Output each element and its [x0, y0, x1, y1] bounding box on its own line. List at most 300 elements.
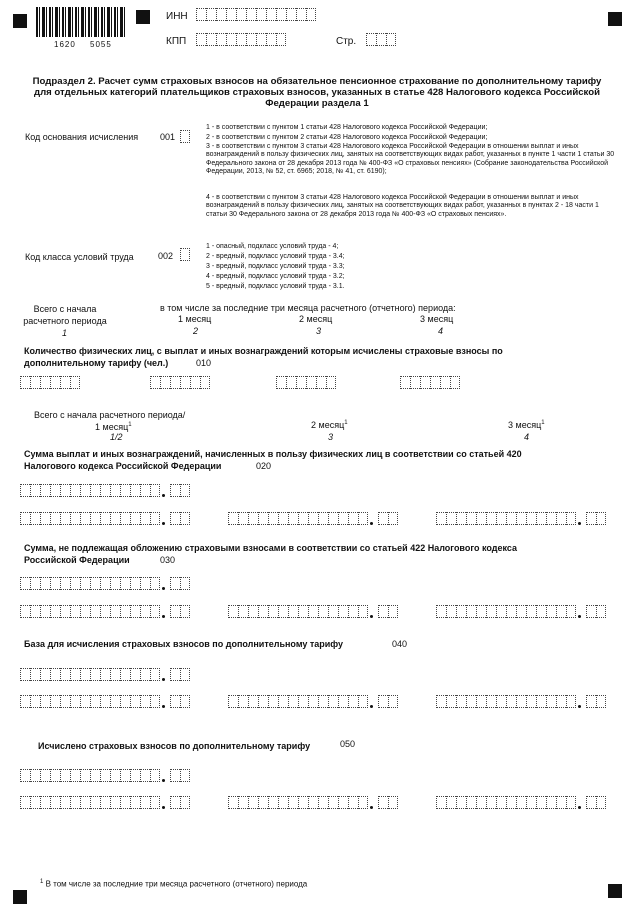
- digit-cell[interactable]: [50, 796, 60, 809]
- digit-cell[interactable]: [30, 512, 40, 525]
- digit-cell[interactable]: [160, 376, 170, 389]
- digit-cell[interactable]: [60, 512, 70, 525]
- digit-cell[interactable]: [90, 577, 100, 590]
- digit-cell[interactable]: [496, 512, 506, 525]
- digit-cell[interactable]: [476, 796, 486, 809]
- digit-cell[interactable]: [50, 695, 60, 708]
- inn-cells[interactable]: [196, 8, 316, 21]
- digit-cell[interactable]: [170, 484, 180, 497]
- digit-cell[interactable]: [140, 668, 150, 681]
- digit-cell[interactable]: [238, 796, 248, 809]
- digit-cell[interactable]: [436, 512, 446, 525]
- digit-cell[interactable]: [258, 605, 268, 618]
- digit-cell[interactable]: [348, 605, 358, 618]
- digit-cell[interactable]: [70, 668, 80, 681]
- digit-cell[interactable]: [226, 8, 236, 21]
- digit-cell[interactable]: [140, 796, 150, 809]
- line-030-month-2[interactable]: [228, 605, 368, 618]
- digit-cell[interactable]: [228, 512, 238, 525]
- digit-cell[interactable]: [246, 8, 256, 21]
- digit-cell[interactable]: [130, 512, 140, 525]
- digit-cell[interactable]: [526, 695, 536, 708]
- line-040-month-2-kop[interactable]: [378, 695, 398, 708]
- digit-cell[interactable]: [140, 769, 150, 782]
- digit-cell[interactable]: [586, 796, 596, 809]
- digit-cell[interactable]: [516, 695, 526, 708]
- digit-cell[interactable]: [338, 605, 348, 618]
- digit-cell[interactable]: [150, 695, 160, 708]
- digit-cell[interactable]: [298, 796, 308, 809]
- digit-cell[interactable]: [378, 605, 388, 618]
- digit-cell[interactable]: [358, 695, 368, 708]
- digit-cell[interactable]: [80, 484, 90, 497]
- digit-cell[interactable]: [256, 8, 266, 21]
- line-020-month-3-kop[interactable]: [586, 512, 606, 525]
- digit-cell[interactable]: [196, 8, 206, 21]
- digit-cell[interactable]: [586, 512, 596, 525]
- digit-cell[interactable]: [216, 8, 226, 21]
- digit-cell[interactable]: [30, 376, 40, 389]
- digit-cell[interactable]: [30, 577, 40, 590]
- digit-cell[interactable]: [30, 484, 40, 497]
- digit-cell[interactable]: [486, 695, 496, 708]
- digit-cell[interactable]: [328, 695, 338, 708]
- digit-cell[interactable]: [20, 484, 30, 497]
- digit-cell[interactable]: [110, 577, 120, 590]
- digit-cell[interactable]: [288, 605, 298, 618]
- digit-cell[interactable]: [110, 484, 120, 497]
- digit-cell[interactable]: [60, 695, 70, 708]
- digit-cell[interactable]: [410, 376, 420, 389]
- digit-cell[interactable]: [308, 796, 318, 809]
- line-030-month-3[interactable]: [436, 605, 576, 618]
- digit-cell[interactable]: [140, 484, 150, 497]
- digit-cell[interactable]: [150, 796, 160, 809]
- digit-cell[interactable]: [486, 796, 496, 809]
- digit-cell[interactable]: [256, 33, 266, 46]
- digit-cell[interactable]: [436, 605, 446, 618]
- digit-cell[interactable]: [130, 695, 140, 708]
- digit-cell[interactable]: [20, 796, 30, 809]
- line-020-month-2-kop[interactable]: [378, 512, 398, 525]
- digit-cell[interactable]: [566, 605, 576, 618]
- digit-cell[interactable]: [170, 577, 180, 590]
- digit-cell[interactable]: [238, 512, 248, 525]
- line-040-month-3-kop[interactable]: [586, 695, 606, 708]
- digit-cell[interactable]: [378, 796, 388, 809]
- digit-cell[interactable]: [318, 796, 328, 809]
- digit-cell[interactable]: [296, 8, 306, 21]
- digit-cell[interactable]: [180, 668, 190, 681]
- digit-cell[interactable]: [420, 376, 430, 389]
- line-040-month-1[interactable]: [20, 695, 160, 708]
- digit-cell[interactable]: [258, 512, 268, 525]
- digit-cell[interactable]: [378, 512, 388, 525]
- digit-cell[interactable]: [20, 512, 30, 525]
- digit-cell[interactable]: [40, 484, 50, 497]
- digit-cell[interactable]: [400, 376, 410, 389]
- digit-cell[interactable]: [546, 605, 556, 618]
- digit-cell[interactable]: [288, 512, 298, 525]
- digit-cell[interactable]: [170, 605, 180, 618]
- digit-cell[interactable]: [130, 668, 140, 681]
- digit-cell[interactable]: [466, 512, 476, 525]
- line-050-total[interactable]: [20, 769, 160, 782]
- digit-cell[interactable]: [60, 796, 70, 809]
- digit-cell[interactable]: [536, 796, 546, 809]
- digit-cell[interactable]: [326, 376, 336, 389]
- digit-cell[interactable]: [566, 695, 576, 708]
- line-040-total[interactable]: [20, 668, 160, 681]
- digit-cell[interactable]: [238, 695, 248, 708]
- digit-cell[interactable]: [50, 376, 60, 389]
- digit-cell[interactable]: [130, 605, 140, 618]
- digit-cell[interactable]: [90, 769, 100, 782]
- digit-cell[interactable]: [170, 668, 180, 681]
- digit-cell[interactable]: [440, 376, 450, 389]
- digit-cell[interactable]: [180, 796, 190, 809]
- digit-cell[interactable]: [50, 577, 60, 590]
- digit-cell[interactable]: [170, 512, 180, 525]
- line-040-month-2[interactable]: [228, 695, 368, 708]
- digit-cell[interactable]: [150, 512, 160, 525]
- digit-cell[interactable]: [110, 796, 120, 809]
- digit-cell[interactable]: [40, 796, 50, 809]
- digit-cell[interactable]: [266, 8, 276, 21]
- line-050-month-1-kop[interactable]: [170, 796, 190, 809]
- line-020-month-1-kop[interactable]: [170, 512, 190, 525]
- digit-cell[interactable]: [496, 796, 506, 809]
- line-050-month-3[interactable]: [436, 796, 576, 809]
- digit-cell[interactable]: [110, 512, 120, 525]
- digit-cell[interactable]: [388, 695, 398, 708]
- digit-cell[interactable]: [40, 376, 50, 389]
- digit-cell[interactable]: [596, 796, 606, 809]
- digit-cell[interactable]: [70, 605, 80, 618]
- digit-cell[interactable]: [150, 376, 160, 389]
- digit-cell[interactable]: [20, 605, 30, 618]
- digit-cell[interactable]: [100, 484, 110, 497]
- digit-cell[interactable]: [100, 796, 110, 809]
- digit-cell[interactable]: [180, 605, 190, 618]
- digit-cell[interactable]: [180, 484, 190, 497]
- digit-cell[interactable]: [40, 668, 50, 681]
- digit-cell[interactable]: [496, 605, 506, 618]
- work-class-cell[interactable]: [180, 248, 190, 261]
- digit-cell[interactable]: [318, 695, 328, 708]
- digit-cell[interactable]: [278, 695, 288, 708]
- digit-cell[interactable]: [80, 577, 90, 590]
- line-050-month-1[interactable]: [20, 796, 160, 809]
- digit-cell[interactable]: [130, 577, 140, 590]
- digit-cell[interactable]: [566, 796, 576, 809]
- digit-cell[interactable]: [110, 695, 120, 708]
- digit-cell[interactable]: [506, 796, 516, 809]
- digit-cell[interactable]: [30, 796, 40, 809]
- line-040-total-kop[interactable]: [170, 668, 190, 681]
- digit-cell[interactable]: [446, 695, 456, 708]
- digit-cell[interactable]: [150, 577, 160, 590]
- line-020-total[interactable]: [20, 484, 160, 497]
- line-020-month-1[interactable]: [20, 512, 160, 525]
- digit-cell[interactable]: [526, 605, 536, 618]
- digit-cell[interactable]: [228, 695, 238, 708]
- digit-cell[interactable]: [30, 695, 40, 708]
- digit-cell[interactable]: [120, 512, 130, 525]
- digit-cell[interactable]: [226, 33, 236, 46]
- digit-cell[interactable]: [536, 605, 546, 618]
- digit-cell[interactable]: [20, 376, 30, 389]
- digit-cell[interactable]: [286, 8, 296, 21]
- digit-cell[interactable]: [80, 695, 90, 708]
- digit-cell[interactable]: [170, 796, 180, 809]
- digit-cell[interactable]: [450, 376, 460, 389]
- digit-cell[interactable]: [70, 577, 80, 590]
- digit-cell[interactable]: [120, 668, 130, 681]
- digit-cell[interactable]: [50, 769, 60, 782]
- digit-cell[interactable]: [236, 33, 246, 46]
- digit-cell[interactable]: [246, 33, 256, 46]
- digit-cell[interactable]: [276, 8, 286, 21]
- line-030-month-1-kop[interactable]: [170, 605, 190, 618]
- digit-cell[interactable]: [268, 512, 278, 525]
- digit-cell[interactable]: [278, 796, 288, 809]
- digit-cell[interactable]: [388, 605, 398, 618]
- digit-cell[interactable]: [40, 605, 50, 618]
- digit-cell[interactable]: [308, 695, 318, 708]
- digit-cell[interactable]: [120, 605, 130, 618]
- digit-cell[interactable]: [80, 512, 90, 525]
- digit-cell[interactable]: [466, 695, 476, 708]
- digit-cell[interactable]: [306, 8, 316, 21]
- digit-cell[interactable]: [120, 769, 130, 782]
- digit-cell[interactable]: [596, 605, 606, 618]
- line-040-month-3[interactable]: [436, 695, 576, 708]
- line-030-month-1[interactable]: [20, 605, 160, 618]
- digit-cell[interactable]: [100, 577, 110, 590]
- digit-cell[interactable]: [140, 605, 150, 618]
- digit-cell[interactable]: [50, 512, 60, 525]
- digit-cell[interactable]: [376, 33, 386, 46]
- digit-cell[interactable]: [60, 769, 70, 782]
- digit-cell[interactable]: [456, 695, 466, 708]
- digit-cell[interactable]: [456, 512, 466, 525]
- digit-cell[interactable]: [596, 695, 606, 708]
- digit-cell[interactable]: [388, 512, 398, 525]
- digit-cell[interactable]: [276, 33, 286, 46]
- digit-cell[interactable]: [70, 484, 80, 497]
- digit-cell[interactable]: [546, 796, 556, 809]
- digit-cell[interactable]: [546, 695, 556, 708]
- digit-cell[interactable]: [40, 577, 50, 590]
- digit-cell[interactable]: [546, 512, 556, 525]
- line-020-month-2[interactable]: [228, 512, 368, 525]
- kpp-cells[interactable]: [196, 33, 286, 46]
- digit-cell[interactable]: [130, 484, 140, 497]
- line-030-month-3-kop[interactable]: [586, 605, 606, 618]
- line-010-month-2[interactable]: [276, 376, 336, 389]
- digit-cell[interactable]: [586, 695, 596, 708]
- digit-cell[interactable]: [120, 484, 130, 497]
- digit-cell[interactable]: [100, 769, 110, 782]
- digit-cell[interactable]: [386, 33, 396, 46]
- digit-cell[interactable]: [206, 33, 216, 46]
- digit-cell[interactable]: [278, 605, 288, 618]
- digit-cell[interactable]: [140, 512, 150, 525]
- digit-cell[interactable]: [80, 769, 90, 782]
- line-040-month-1-kop[interactable]: [170, 695, 190, 708]
- digit-cell[interactable]: [328, 796, 338, 809]
- digit-cell[interactable]: [70, 769, 80, 782]
- digit-cell[interactable]: [40, 769, 50, 782]
- digit-cell[interactable]: [140, 695, 150, 708]
- digit-cell[interactable]: [60, 376, 70, 389]
- digit-cell[interactable]: [486, 605, 496, 618]
- digit-cell[interactable]: [60, 605, 70, 618]
- digit-cell[interactable]: [446, 796, 456, 809]
- digit-cell[interactable]: [276, 376, 286, 389]
- digit-cell[interactable]: [456, 605, 466, 618]
- digit-cell[interactable]: [586, 605, 596, 618]
- digit-cell[interactable]: [200, 376, 210, 389]
- digit-cell[interactable]: [170, 695, 180, 708]
- line-030-total[interactable]: [20, 577, 160, 590]
- digit-cell[interactable]: [266, 33, 276, 46]
- digit-cell[interactable]: [206, 8, 216, 21]
- digit-cell[interactable]: [70, 695, 80, 708]
- digit-cell[interactable]: [318, 512, 328, 525]
- digit-cell[interactable]: [196, 33, 206, 46]
- digit-cell[interactable]: [496, 695, 506, 708]
- digit-cell[interactable]: [268, 605, 278, 618]
- digit-cell[interactable]: [298, 512, 308, 525]
- digit-cell[interactable]: [150, 605, 160, 618]
- digit-cell[interactable]: [536, 695, 546, 708]
- digit-cell[interactable]: [348, 796, 358, 809]
- digit-cell[interactable]: [228, 605, 238, 618]
- digit-cell[interactable]: [90, 796, 100, 809]
- digit-cell[interactable]: [358, 796, 368, 809]
- digit-cell[interactable]: [216, 33, 226, 46]
- digit-cell[interactable]: [170, 376, 180, 389]
- digit-cell[interactable]: [50, 605, 60, 618]
- digit-cell[interactable]: [100, 695, 110, 708]
- digit-cell[interactable]: [20, 695, 30, 708]
- digit-cell[interactable]: [436, 695, 446, 708]
- line-050-month-3-kop[interactable]: [586, 796, 606, 809]
- digit-cell[interactable]: [180, 695, 190, 708]
- digit-cell[interactable]: [466, 605, 476, 618]
- digit-cell[interactable]: [60, 668, 70, 681]
- digit-cell[interactable]: [288, 796, 298, 809]
- digit-cell[interactable]: [516, 796, 526, 809]
- line-030-month-2-kop[interactable]: [378, 605, 398, 618]
- digit-cell[interactable]: [30, 668, 40, 681]
- digit-cell[interactable]: [338, 512, 348, 525]
- digit-cell[interactable]: [180, 130, 190, 143]
- digit-cell[interactable]: [366, 33, 376, 46]
- digit-cell[interactable]: [476, 605, 486, 618]
- line-050-month-2[interactable]: [228, 796, 368, 809]
- digit-cell[interactable]: [120, 796, 130, 809]
- digit-cell[interactable]: [596, 512, 606, 525]
- digit-cell[interactable]: [536, 512, 546, 525]
- digit-cell[interactable]: [476, 512, 486, 525]
- digit-cell[interactable]: [258, 796, 268, 809]
- line-010-month-1[interactable]: [150, 376, 210, 389]
- digit-cell[interactable]: [348, 512, 358, 525]
- digit-cell[interactable]: [60, 484, 70, 497]
- digit-cell[interactable]: [90, 484, 100, 497]
- digit-cell[interactable]: [80, 668, 90, 681]
- digit-cell[interactable]: [306, 376, 316, 389]
- digit-cell[interactable]: [258, 695, 268, 708]
- digit-cell[interactable]: [90, 668, 100, 681]
- digit-cell[interactable]: [90, 605, 100, 618]
- digit-cell[interactable]: [150, 484, 160, 497]
- digit-cell[interactable]: [30, 605, 40, 618]
- digit-cell[interactable]: [80, 796, 90, 809]
- digit-cell[interactable]: [486, 512, 496, 525]
- digit-cell[interactable]: [20, 668, 30, 681]
- digit-cell[interactable]: [60, 577, 70, 590]
- basis-cell[interactable]: [180, 130, 190, 143]
- digit-cell[interactable]: [566, 512, 576, 525]
- digit-cell[interactable]: [80, 605, 90, 618]
- digit-cell[interactable]: [180, 769, 190, 782]
- digit-cell[interactable]: [100, 668, 110, 681]
- digit-cell[interactable]: [236, 8, 246, 21]
- digit-cell[interactable]: [90, 512, 100, 525]
- digit-cell[interactable]: [170, 769, 180, 782]
- line-010-total[interactable]: [20, 376, 80, 389]
- digit-cell[interactable]: [358, 512, 368, 525]
- digit-cell[interactable]: [110, 605, 120, 618]
- digit-cell[interactable]: [238, 605, 248, 618]
- digit-cell[interactable]: [286, 376, 296, 389]
- line-020-total-kop[interactable]: [170, 484, 190, 497]
- digit-cell[interactable]: [120, 695, 130, 708]
- digit-cell[interactable]: [268, 796, 278, 809]
- digit-cell[interactable]: [278, 512, 288, 525]
- digit-cell[interactable]: [130, 796, 140, 809]
- digit-cell[interactable]: [556, 605, 566, 618]
- digit-cell[interactable]: [248, 796, 258, 809]
- digit-cell[interactable]: [308, 605, 318, 618]
- digit-cell[interactable]: [180, 376, 190, 389]
- digit-cell[interactable]: [328, 605, 338, 618]
- digit-cell[interactable]: [456, 796, 466, 809]
- digit-cell[interactable]: [308, 512, 318, 525]
- digit-cell[interactable]: [190, 376, 200, 389]
- line-020-month-3[interactable]: [436, 512, 576, 525]
- digit-cell[interactable]: [20, 577, 30, 590]
- digit-cell[interactable]: [388, 796, 398, 809]
- digit-cell[interactable]: [506, 512, 516, 525]
- digit-cell[interactable]: [338, 695, 348, 708]
- digit-cell[interactable]: [516, 512, 526, 525]
- digit-cell[interactable]: [506, 605, 516, 618]
- digit-cell[interactable]: [70, 512, 80, 525]
- digit-cell[interactable]: [248, 605, 258, 618]
- digit-cell[interactable]: [40, 695, 50, 708]
- digit-cell[interactable]: [268, 695, 278, 708]
- digit-cell[interactable]: [506, 695, 516, 708]
- digit-cell[interactable]: [110, 668, 120, 681]
- digit-cell[interactable]: [50, 668, 60, 681]
- digit-cell[interactable]: [120, 577, 130, 590]
- digit-cell[interactable]: [430, 376, 440, 389]
